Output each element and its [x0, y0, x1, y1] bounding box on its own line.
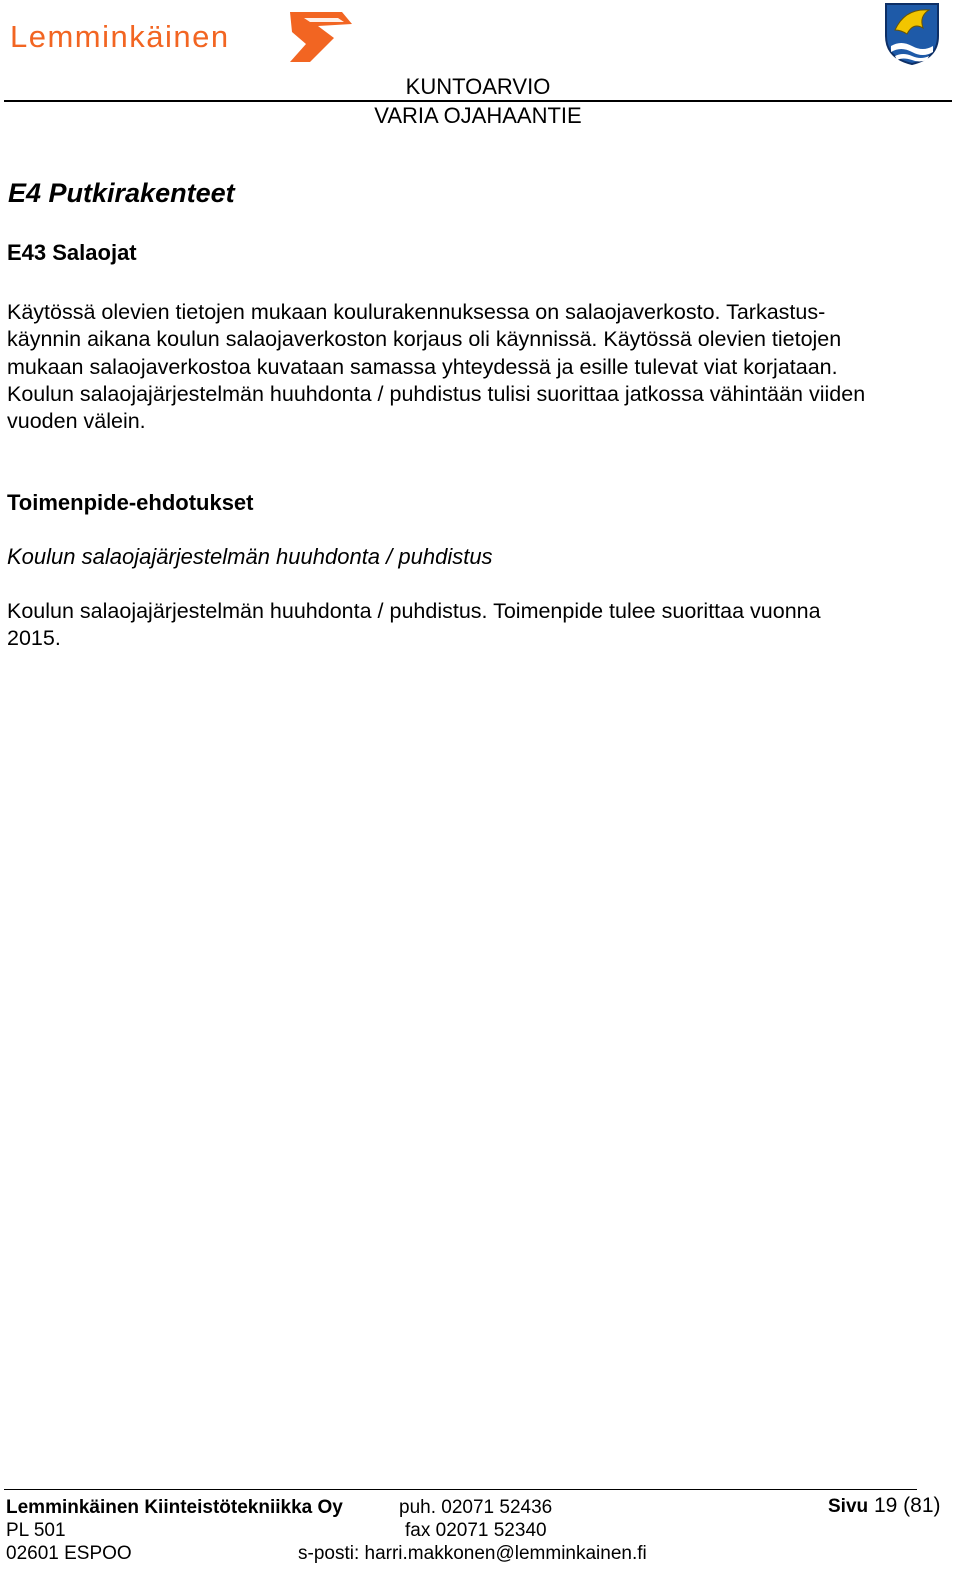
body-line: vuoden välein.: [7, 409, 146, 434]
page-number: 19 (81): [873, 1494, 941, 1517]
footer-email: s-posti: harri.makkonen@lemminkainen.fi: [298, 1543, 647, 1564]
municipal-crest-icon: [883, 2, 941, 66]
action-item-title: Koulun salaojajärjestelmän huuhdonta / puhdistus: [7, 544, 493, 569]
section-title: E4 Putkirakenteet: [8, 178, 235, 208]
body-line: 2015.: [7, 626, 61, 651]
footer-po-box: PL 501: [6, 1520, 66, 1541]
lemminkainen-logo: [8, 4, 356, 68]
footer-phone: puh. 02071 52436: [399, 1497, 553, 1518]
document-title: KUNTOARVIO: [405, 74, 551, 99]
footer-fax: fax 02071 52340: [405, 1520, 547, 1541]
document-subtitle: VARIA OJAHAANTIE: [374, 103, 582, 128]
logo-wordmark: Lemminkäinen: [10, 19, 230, 54]
body-line: mukaan salaojaverkostoa kuvataan samassa yhteydessä ja esille tulevat viat korjataan.: [7, 354, 838, 379]
body-line: Koulun salaojajärjestelmän huuhdonta / puhdistus. Toimenpide tulee suorittaa vuonna: [7, 599, 821, 623]
footer-city: 02601 ESPOO: [6, 1543, 132, 1564]
body-line: Koulun salaojajärjestelmän huuhdonta / puhdistus tulisi suorittaa jatkossa vähintään viiden: [7, 381, 866, 406]
logo-swoosh-inner: [304, 18, 344, 22]
footer-divider: [4, 1489, 917, 1490]
actions-title: Toimenpide-ehdotukset: [7, 490, 254, 515]
subsection-title: E43 Salaojat: [7, 240, 137, 265]
header-divider: [4, 100, 952, 102]
body-line: Käytössä olevien tietojen mukaan koulurakennuksessa on salaojaverkosto. Tarkastus-: [7, 300, 826, 324]
footer-company: Lemminkäinen Kiinteistötekniikka Oy: [6, 1497, 343, 1518]
footer-page-indicator: [828, 1494, 941, 1518]
body-line: käynnin aikana koulun salaojaverkoston korjaus oli käynnissä. Käytössä olevien tietojen: [7, 327, 842, 352]
page-label: Sivu: [828, 1496, 869, 1517]
action-item-body: [7, 598, 952, 653]
section-body: [7, 299, 952, 435]
